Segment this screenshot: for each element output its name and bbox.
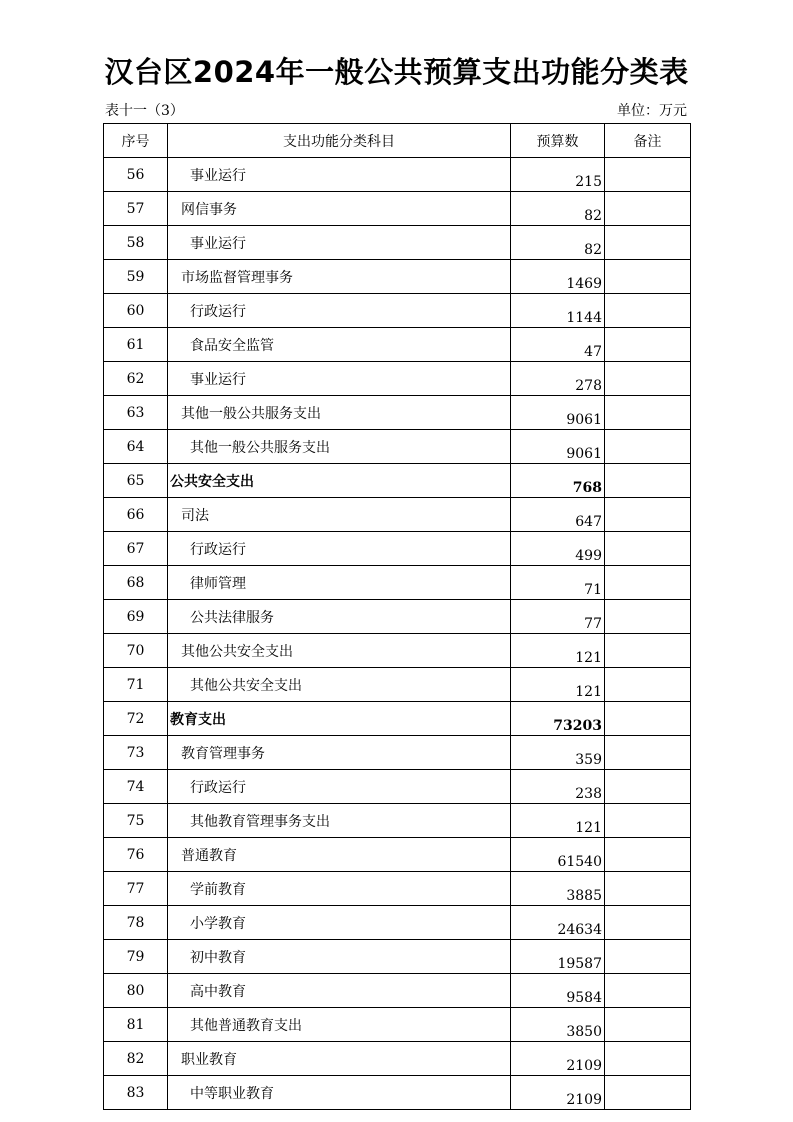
row-seq: 59 — [104, 260, 168, 294]
row-name: 其他一般公共服务支出 — [168, 430, 511, 464]
table-row — [104, 736, 691, 770]
row-note — [605, 1042, 691, 1076]
table-header-row — [104, 124, 691, 158]
row-note — [605, 600, 691, 634]
row-note — [605, 770, 691, 804]
row-name: 公共法律服务 — [168, 600, 511, 634]
row-note — [605, 906, 691, 940]
row-seq: 65 — [104, 464, 168, 498]
row-note — [605, 158, 691, 192]
table-row — [104, 634, 691, 668]
row-note — [605, 328, 691, 362]
unit-label: 单位：万元 — [617, 103, 687, 119]
row-note — [605, 532, 691, 566]
row-name: 公共安全支出 — [168, 464, 511, 498]
row-seq: 66 — [104, 498, 168, 532]
table-row — [104, 328, 691, 362]
row-amount: 73203 — [511, 702, 605, 736]
row-name: 职业教育 — [168, 1042, 511, 1076]
row-seq: 63 — [104, 396, 168, 430]
row-seq: 73 — [104, 736, 168, 770]
row-seq: 61 — [104, 328, 168, 362]
table-row — [104, 1042, 691, 1076]
row-name: 高中教育 — [168, 974, 511, 1008]
page-title: 汉台区2024年一般公共预算支出功能分类表 — [104, 55, 689, 89]
row-amount: 3850 — [511, 1008, 605, 1042]
row-note — [605, 974, 691, 1008]
table-row — [104, 294, 691, 328]
row-name: 网信事务 — [168, 192, 511, 226]
row-note — [605, 192, 691, 226]
table-row — [104, 1008, 691, 1042]
row-note — [605, 736, 691, 770]
row-amount: 9584 — [511, 974, 605, 1008]
row-name: 其他一般公共服务支出 — [168, 396, 511, 430]
table-row — [104, 600, 691, 634]
row-seq: 79 — [104, 940, 168, 974]
row-amount: 82 — [511, 226, 605, 260]
table-row — [104, 430, 691, 464]
row-amount: 768 — [511, 464, 605, 498]
row-note — [605, 464, 691, 498]
header-note: 备注 — [605, 124, 691, 158]
row-note — [605, 1008, 691, 1042]
row-seq: 69 — [104, 600, 168, 634]
row-seq: 80 — [104, 974, 168, 1008]
row-amount: 359 — [511, 736, 605, 770]
table-row — [104, 872, 691, 906]
table-row — [104, 396, 691, 430]
row-name: 学前教育 — [168, 872, 511, 906]
row-amount: 647 — [511, 498, 605, 532]
row-note — [605, 702, 691, 736]
table-row — [104, 974, 691, 1008]
row-amount: 121 — [511, 668, 605, 702]
row-name: 其他公共安全支出 — [168, 634, 511, 668]
table-row — [104, 838, 691, 872]
row-name: 初中教育 — [168, 940, 511, 974]
row-seq: 77 — [104, 872, 168, 906]
row-note — [605, 396, 691, 430]
row-amount: 278 — [511, 362, 605, 396]
row-name: 小学教育 — [168, 906, 511, 940]
row-seq: 56 — [104, 158, 168, 192]
row-amount: 9061 — [511, 430, 605, 464]
row-note — [605, 804, 691, 838]
row-name: 行政运行 — [168, 770, 511, 804]
table-row — [104, 532, 691, 566]
row-amount: 1144 — [511, 294, 605, 328]
row-seq: 70 — [104, 634, 168, 668]
row-name: 事业运行 — [168, 158, 511, 192]
row-seq: 72 — [104, 702, 168, 736]
row-name: 其他普通教育支出 — [168, 1008, 511, 1042]
row-note — [605, 498, 691, 532]
row-amount: 2109 — [511, 1042, 605, 1076]
row-name: 其他教育管理事务支出 — [168, 804, 511, 838]
row-note — [605, 294, 691, 328]
row-note — [605, 430, 691, 464]
table-row — [104, 702, 691, 736]
row-seq: 83 — [104, 1076, 168, 1110]
table-row — [104, 464, 691, 498]
row-note — [605, 634, 691, 668]
row-seq: 74 — [104, 770, 168, 804]
table-row — [104, 668, 691, 702]
table-row — [104, 566, 691, 600]
row-name: 教育支出 — [168, 702, 511, 736]
row-note — [605, 872, 691, 906]
table-code: 表十一（3） — [105, 103, 184, 119]
row-amount: 499 — [511, 532, 605, 566]
row-amount: 71 — [511, 566, 605, 600]
row-seq: 76 — [104, 838, 168, 872]
row-seq: 57 — [104, 192, 168, 226]
row-seq: 58 — [104, 226, 168, 260]
row-name: 教育管理事务 — [168, 736, 511, 770]
table-row — [104, 498, 691, 532]
row-name: 事业运行 — [168, 362, 511, 396]
table-row — [104, 260, 691, 294]
row-note — [605, 668, 691, 702]
row-seq: 68 — [104, 566, 168, 600]
row-amount: 24634 — [511, 906, 605, 940]
row-amount: 77 — [511, 600, 605, 634]
row-amount: 82 — [511, 192, 605, 226]
row-amount: 121 — [511, 634, 605, 668]
row-name: 律师管理 — [168, 566, 511, 600]
row-seq: 78 — [104, 906, 168, 940]
table-row — [104, 906, 691, 940]
row-seq: 60 — [104, 294, 168, 328]
row-amount: 121 — [511, 804, 605, 838]
row-amount: 215 — [511, 158, 605, 192]
row-note — [605, 362, 691, 396]
table-body — [104, 158, 691, 1110]
row-name: 普通教育 — [168, 838, 511, 872]
table-row — [104, 362, 691, 396]
row-note — [605, 940, 691, 974]
row-name: 其他公共安全支出 — [168, 668, 511, 702]
row-name: 市场监督管理事务 — [168, 260, 511, 294]
row-amount: 47 — [511, 328, 605, 362]
row-amount: 19587 — [511, 940, 605, 974]
row-seq: 62 — [104, 362, 168, 396]
row-name: 行政运行 — [168, 294, 511, 328]
row-name: 司法 — [168, 498, 511, 532]
table-row — [104, 770, 691, 804]
table-row — [104, 804, 691, 838]
row-amount: 1469 — [511, 260, 605, 294]
row-seq: 71 — [104, 668, 168, 702]
row-note — [605, 566, 691, 600]
row-amount: 238 — [511, 770, 605, 804]
table-row — [104, 226, 691, 260]
header-name: 支出功能分类科目 — [168, 124, 511, 158]
row-amount: 61540 — [511, 838, 605, 872]
row-seq: 81 — [104, 1008, 168, 1042]
budget-table — [103, 123, 691, 1110]
header-seq: 序号 — [104, 124, 168, 158]
row-note — [605, 1076, 691, 1110]
row-amount: 3885 — [511, 872, 605, 906]
row-name: 行政运行 — [168, 532, 511, 566]
row-note — [605, 260, 691, 294]
table-row — [104, 192, 691, 226]
row-seq: 67 — [104, 532, 168, 566]
row-name: 事业运行 — [168, 226, 511, 260]
row-seq: 75 — [104, 804, 168, 838]
row-note — [605, 838, 691, 872]
table-row — [104, 1076, 691, 1110]
row-note — [605, 226, 691, 260]
row-name: 食品安全监管 — [168, 328, 511, 362]
row-seq: 82 — [104, 1042, 168, 1076]
row-amount: 2109 — [511, 1076, 605, 1110]
row-name: 中等职业教育 — [168, 1076, 511, 1110]
table-row — [104, 158, 691, 192]
header-amount: 预算数 — [511, 124, 605, 158]
row-amount: 9061 — [511, 396, 605, 430]
table-row — [104, 940, 691, 974]
row-seq: 64 — [104, 430, 168, 464]
